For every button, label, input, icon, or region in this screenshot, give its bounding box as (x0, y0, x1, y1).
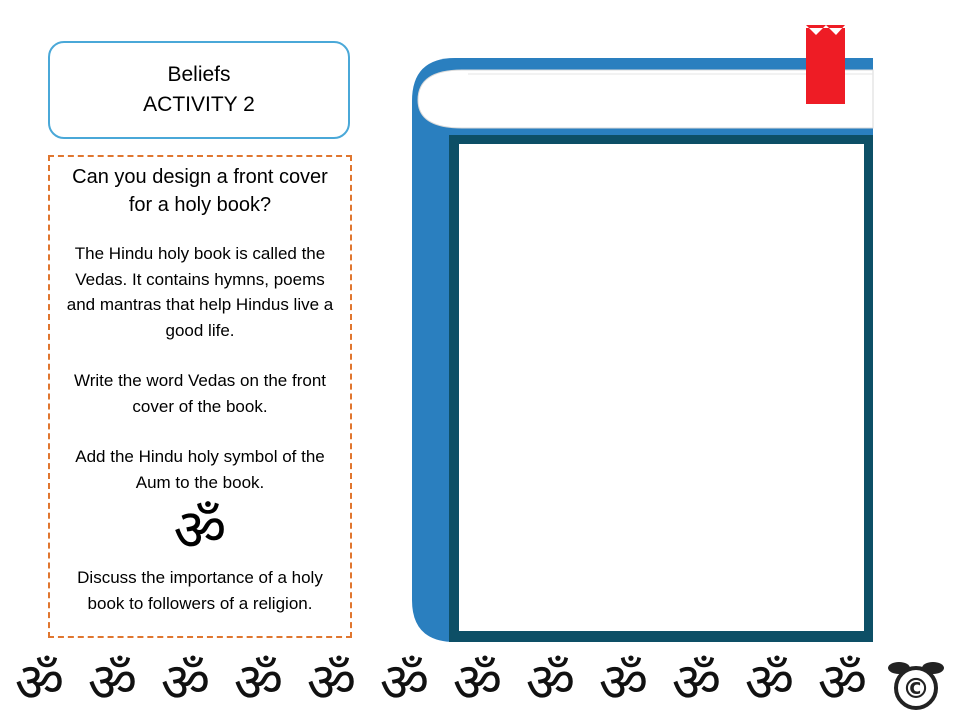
write-vedas-instruction: Write the word Vedas on the front cover of the book. (74, 371, 326, 416)
aum-border-strip (0, 646, 960, 720)
aum-border-icon: ॐ (87, 651, 138, 714)
aum-border-icon: ॐ (452, 651, 503, 714)
aum-border-icon: ॐ (525, 651, 576, 714)
aum-border-icon: ॐ (379, 651, 430, 714)
aum-border-icon: ॐ (233, 651, 284, 714)
discuss-instruction: Discuss the importance of a holy book to followers of a religion. (77, 568, 323, 613)
aum-border-icon: ॐ (744, 651, 795, 714)
aum-border-icon: ॐ (671, 651, 722, 714)
aum-border-icon: ॐ (160, 651, 211, 714)
question-text: Can you design a front cover for a holy book? (72, 166, 328, 216)
title-line-beliefs: Beliefs (167, 63, 231, 86)
aum-border-icon: ॐ (817, 651, 868, 714)
book-cover-design-area (459, 144, 864, 631)
aum-border-icon: ॐ (598, 651, 649, 714)
bookmark-ribbon (806, 25, 845, 104)
aum-border-icon: ॐ (14, 651, 65, 714)
copyright-mark-icon (879, 646, 953, 720)
book-pages (418, 70, 873, 128)
copyright-symbol: © (902, 672, 930, 705)
vedas-description: The Hindu holy book is called the Vedas. It contains hymns, poems and mantras that help Hindus live a good life. (66, 244, 334, 340)
aum-border-icon: ॐ (306, 651, 357, 714)
title-line-activity: ACTIVITY 2 (143, 93, 255, 116)
aum-symbol-icon: ॐ (173, 496, 227, 564)
add-aum-instruction: Add the Hindu holy symbol of the Aum to the book. (75, 447, 325, 492)
